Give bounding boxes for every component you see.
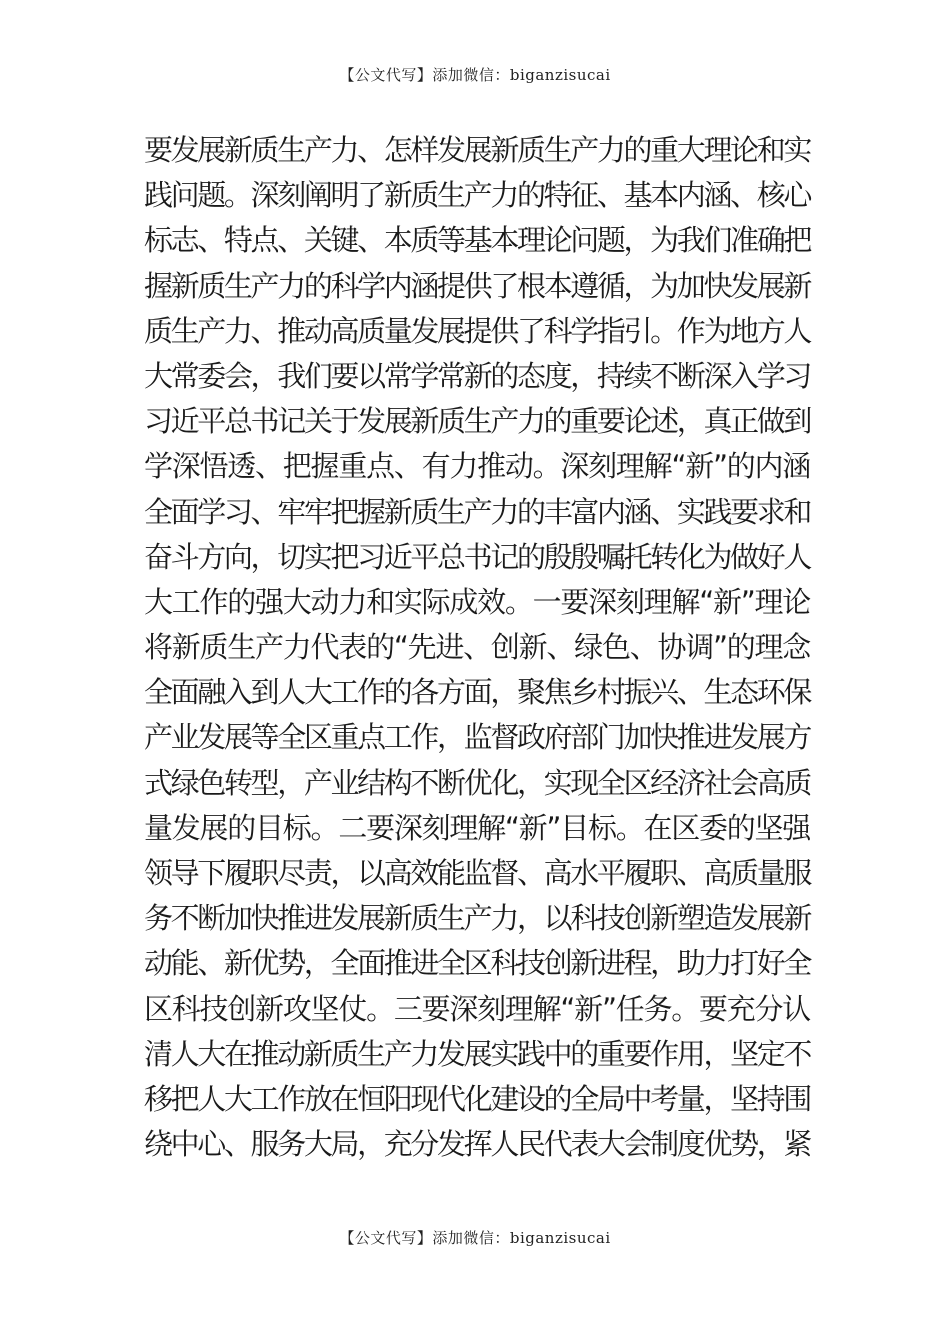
- text-line: 清人大在推动新质生产力发展实践中的重要作用，坚定不: [144, 1036, 811, 1071]
- text-line: 质生产力、推动高质量发展提供了科学指引。作为地方人: [144, 313, 811, 348]
- text-line: 握新质生产力的科学内涵提供了根本遵循，为加快发展新: [144, 268, 811, 303]
- page-header: 【公文代写】添加微信：biganzisucai: [339, 66, 611, 84]
- body-text: [144, 128, 810, 1167]
- text-line: 领导下履职尽责，以高效能监督、高水平履职、高质量服: [144, 856, 811, 890]
- text-line: 务不断加快推进发展新质生产力，以科技创新塑造发展新: [144, 901, 811, 936]
- text-line: 习近平总书记关于发展新质生产力的重要论述，真正做到: [144, 404, 811, 439]
- text-line: 产业发展等全区重点工作，监督政府部门加快推进发展方: [144, 720, 811, 755]
- text-line: 奋斗方向，切实把习近平总书记的殷殷嘱托转化为做好人: [144, 539, 811, 574]
- text-line: 践问题。深刻阐明了新质生产力的特征、基本内涵、核心: [144, 178, 811, 213]
- page-footer: 【公文代写】添加微信：biganzisucai: [339, 1229, 611, 1247]
- text-line: 大常委会，我们要以常学常新的态度，持续不断深入学习: [144, 358, 811, 393]
- text-line: 式绿色转型，产业结构不断优化，实现全区经济社会高质: [144, 765, 811, 800]
- text-line: 量发展的目标。二要深刻理解“新”目标。在区委的坚强: [144, 810, 811, 845]
- text-line: 区科技创新攻坚仗。三要深刻理解“新”任务。要充分认: [144, 991, 811, 1026]
- text-line: 大工作的强大动力和实际成效。一要深刻理解“新”理论: [144, 584, 811, 619]
- text-line: 动能、新优势，全面推进全区科技创新进程，助力打好全: [144, 946, 811, 981]
- text-line: 移把人大工作放在恒阳现代化建设的全局中考量，坚持围: [144, 1081, 811, 1116]
- text-line: 要发展新质生产力、怎样发展新质生产力的重大理论和实: [144, 133, 811, 167]
- text-line: 绕中心、服务大局，充分发挥人民代表大会制度优势，紧: [144, 1127, 811, 1162]
- text-line: 全面融入到人大工作的各方面，聚焦乡村振兴、生态环保: [144, 675, 811, 710]
- text-line: 全面学习、牢牢把握新质生产力的丰富内涵、实践要求和: [144, 494, 811, 529]
- text-line: 学深悟透、把握重点、有力推动。深刻理解“新”的内涵: [144, 449, 811, 484]
- text-line: 标志、特点、关键、本质等基本理论问题，为我们准确把: [144, 223, 811, 258]
- text-line: 将新质生产力代表的“先进、创新、绿色、协调”的理念: [144, 630, 811, 665]
